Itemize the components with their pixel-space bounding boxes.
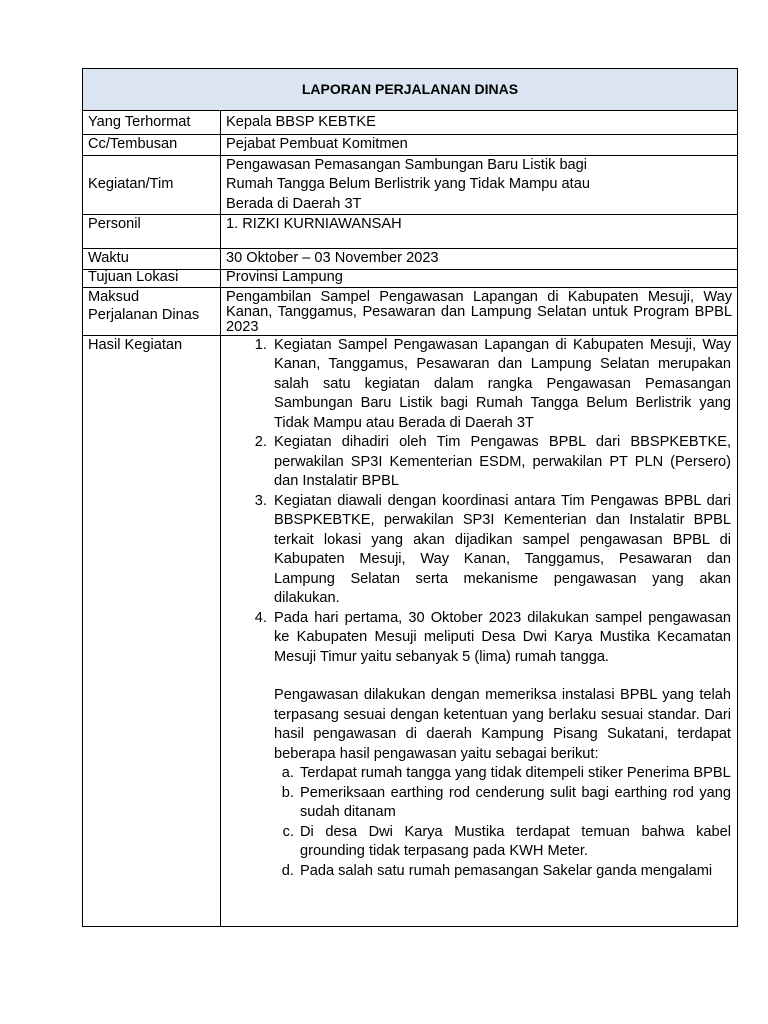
hasil-subitem: a. Terdapat rumah tangga yang tidak ditempeli stiker Penerima BPBL xyxy=(298,764,731,784)
label-cc: Cc/Tembusan xyxy=(83,135,221,156)
value-personil: 1. RIZKI KURNIAWANSAH xyxy=(221,215,738,249)
label-personil: Personil xyxy=(83,215,221,249)
hasil-list xyxy=(226,336,731,882)
hasil-item: 1. Kegiatan Sampel Pengawasan Lapangan di Kabupaten Mesuji, Way Kanan, Tanggamus, Pesawaran dan Lampung Selatan merupakan salah satu kegiatan dalam rangka Pengawasan Pemasangan Sambungan Baru Listik bagi Rumah Tangga Belum Berlistrik yang Tidak Mampu atau Berada di Daerah 3T xyxy=(271,336,731,434)
hasil-sublist xyxy=(274,764,731,881)
row-personil xyxy=(83,215,738,249)
row-waktu xyxy=(83,249,738,270)
hasil-subitem: c. Di desa Dwi Karya Mustika terdapat temuan bahwa kabel grounding tidak terpasang pada KWH Meter. xyxy=(298,823,731,862)
hasil-item: 2. Kegiatan dihadiri oleh Tim Pengawas BPBL dari BBSPKEBTKE, perwakilan SP3I Kementerian ESDM, perwakilan PT PLN (Persero) dan Instalatir BPBL xyxy=(271,433,731,492)
row-kepada xyxy=(83,111,738,135)
label-waktu: Waktu xyxy=(83,249,221,270)
value-hasil xyxy=(221,335,738,926)
value-waktu: 30 Oktober – 03 November 2023 xyxy=(221,249,738,270)
hasil-item-4-text: Pada hari pertama, 30 Oktober 2023 dilakukan sampel pengawasan ke Kabupaten Mesuji meliputi Desa Dwi Karya Mustika Kecamatan Mesuji Timur yaitu sebanyak 5 (lima) rumah tangga. xyxy=(274,609,731,665)
hasil-item: 3. Kegiatan diawali dengan koordinasi antara Tim Pengawas BPBL dari BBSPKEBTKE, perwakilan SP3I Kementerian dan Instalatir BPBL terkait lokasi yang akan dijadikan sampel pengawasan BPBL di Kabupaten Mesuji, Way Kanan, Tanggamus, Pesawaran dan Lampung Selatan serta mekanisme pengawasan yang akan dilakukan. xyxy=(271,492,731,609)
row-maksud xyxy=(83,287,738,335)
value-kegiatan xyxy=(221,155,738,215)
hasil-subitem: b. Pemeriksaan earthing rod cenderung sulit bagi earthing rod yang sudah ditanam xyxy=(298,784,731,823)
title-row xyxy=(83,69,738,111)
label-lokasi: Tujuan Lokasi xyxy=(83,269,221,287)
value-kepada: Kepala BBSP KEBTKE xyxy=(221,111,738,135)
value-lokasi: Provinsi Lampung xyxy=(221,269,738,287)
kegiatan-line: Pengawasan Pemasangan Sambungan Baru Listik bagi xyxy=(226,156,588,173)
kegiatan-line: Rumah Tangga Belum Berlistrik yang Tidak Mampu atau xyxy=(226,176,590,192)
kegiatan-line: Berada di Daerah 3T xyxy=(226,195,362,212)
row-hasil xyxy=(83,335,738,926)
label-kepada: Yang Terhormat xyxy=(83,111,221,135)
maksud-label-line: Perjalanan Dinas xyxy=(88,306,200,323)
row-cc xyxy=(83,135,738,156)
label-hasil: Hasil Kegiatan xyxy=(83,335,221,926)
row-kegiatan xyxy=(83,155,738,215)
label-maksud xyxy=(83,287,221,335)
value-cc: Pejabat Pembuat Komitmen xyxy=(221,135,738,156)
hasil-subitem: d. Pada salah satu rumah pemasangan Sakelar ganda mengalami xyxy=(298,862,731,882)
row-lokasi xyxy=(83,269,738,287)
hasil-item xyxy=(271,609,731,882)
value-maksud: Pengambilan Sampel Pengawasan Lapangan di Kabupaten Mesuji, Way Kanan, Tanggamus, Pesawaran dan Lampung Selatan untuk Program BPBL 2023 xyxy=(221,287,738,335)
report-title: LAPORAN PERJALANAN DINAS xyxy=(83,69,738,111)
maksud-label-line: Maksud xyxy=(88,288,140,305)
label-kegiatan: Kegiatan/Tim xyxy=(83,155,221,215)
report-table xyxy=(82,68,738,927)
hasil-item-4-paragraph: Pengawasan dilakukan dengan memeriksa instalasi BPBL yang telah terpasang sesuai dengan ketentuan yang berlaku sesuai standar. Dari hasil pengawasan di daerah Kampung Pisang Sukatani, terdapat beberapa hasil pengawasan yaitu sebagai berikut: xyxy=(274,687,731,762)
